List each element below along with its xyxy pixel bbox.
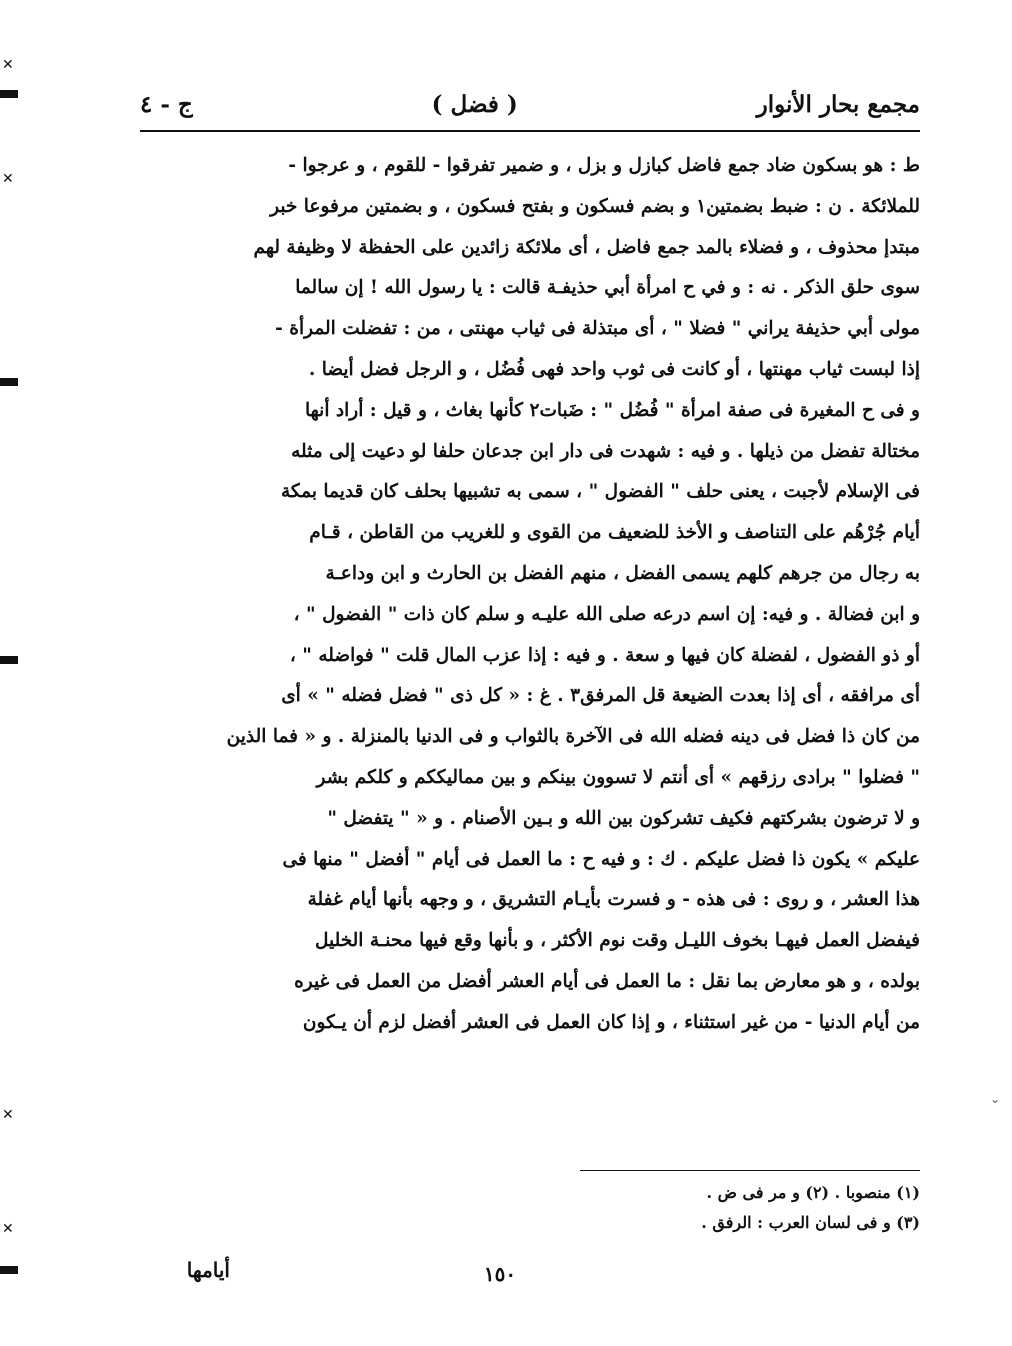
running-header xyxy=(140,84,920,124)
text-line: مولى أبي حذيفة يراني " فضلا " ، أى مبتذلة فى ثياب مهنتى ، من : تفضلت المرأة - xyxy=(275,318,920,340)
margin-mark: ✕ xyxy=(2,171,14,187)
catchword: أيامها xyxy=(186,1258,230,1282)
text-line: به رجال من جرهم كلهم يسمى الفضل ، منهم الفضل بن الحارث و ابن وداعـة xyxy=(325,562,920,584)
section-title: ( فضل ) xyxy=(431,90,518,118)
header-rule xyxy=(140,130,920,132)
text-line: من أيام الدنيا - من غير استثناء ، و إذا كان العمل فى العشر أفضل لزم أن يـكون xyxy=(302,1011,920,1033)
text-line: من كان ذا فضل فى دينه فضله الله فى الآخرة بالثواب و فى الدنيا بالمنزلة . و « فما الذين xyxy=(226,726,920,748)
text-line: هذا العشر ، و روى : فى هذه - و فسرت بأيـام التشريق ، و وجهه بأنها أيام غفلة xyxy=(307,889,920,911)
margin-mark xyxy=(0,90,18,98)
text-line: سوى حلق الذكر . نه : و في ح امرأة أبي حذيفـة قالت : يا رسول الله ! إن سالما xyxy=(295,277,920,299)
text-line: أو ذو الفضول ، لفضلة كان فيها و سعة . و فيه : إذا عزب المال قلت " فواضله " ، xyxy=(289,644,920,666)
margin-mark: ✕ xyxy=(2,1221,14,1237)
volume-label: ج - ٤ xyxy=(140,90,193,118)
text-line: و فى ح المغيرة فى صفة امرأة " فُضُل " : ضَبات٢ كأنها بغاث ، و قيل : أراد أنها xyxy=(305,399,920,421)
text-line: للملائكة . ن : ضبط بضمتين١ و بضم فسكون و بفتح فسكون ، و بضمتين مرفوعا خبر xyxy=(270,195,920,217)
margin-mark: ⌄ xyxy=(990,1092,1001,1106)
footnote: (١) منصوبا . (٢) و مر فى ض . xyxy=(706,1183,920,1202)
footnote-rule xyxy=(580,1170,920,1171)
margin-mark: ✕ xyxy=(2,57,14,73)
margin-mark xyxy=(0,656,18,664)
text-line: عليكم » يكون ذا فضل عليكم . ك : و فيه ح : ما العمل فى أيام " أفضل " منها فى xyxy=(282,848,920,870)
text-line: " فضلوا " برادى رزقهم » أى أنتم لا تسوون بينكم و بين مماليككم و كلكم بشر xyxy=(316,766,920,788)
text-line: و لا ترضون بشركتهم فكيف تشركون بين الله و بـين الأصنام . و « " يتفضل " xyxy=(327,807,920,829)
book-title: مجمع بحار الأنوار xyxy=(756,90,920,118)
footnotes xyxy=(420,1178,920,1238)
text-line: فى الإسلام لأجبت ، يعنى حلف " الفضول " ، سمى به تشبيها بحلف كان قديما بمكة xyxy=(281,481,920,503)
text-line: بولده ، و هو معارض بما نقل : ما العمل فى أيام العشر أفضل من العمل فى غيره xyxy=(294,970,920,992)
body-text xyxy=(140,146,920,1044)
text-line: فيفضل العمل فيهـا بخوف الليـل وقت نوم الأكثر ، و بأنها وقع فيها محنـة الخليل xyxy=(315,930,920,952)
text-line: أى مرافقه ، أى إذا بعدت الضيعة قل المرفق٣ . غ : « كل ذى " فضل فضله " » أى xyxy=(281,685,920,707)
text-line: إذا لبست ثياب مهنتها ، أو كانت فى ثوب واحد فهى فُضُل ، و الرجل فضل أيضا . xyxy=(308,358,920,380)
margin-mark: ✕ xyxy=(2,1107,14,1123)
text-line: أيام جُرْهُم على التناصف و الأخذ للضعيف من القوى و للغريب من القاطن ، قـام xyxy=(309,522,920,544)
text-line: مختالة تفضل من ذيلها . و فيه : شهدت فى دار ابن جدعان حلفا لو دعيت إلى مثله xyxy=(291,440,920,462)
text-line: مبتدإ محذوف ، و فضلاء بالمد جمع فاضل ، أى ملائكة زائدين على الحفظة لا وظيفة لهم xyxy=(253,236,920,258)
page-number: ١٥٠ xyxy=(483,1262,517,1286)
margin-mark xyxy=(0,1266,18,1274)
margin-mark xyxy=(0,378,18,386)
text-line: و ابن فضالة . و فيه: إن اسم درعه صلى الله عليـه و سلم كان ذات " الفضول " ، xyxy=(293,603,920,625)
text-line: ط : هو بسكون ضاد جمع فاضل كبازل و بزل ، و ضمير تفرقوا - للقوم ، و عرجوا - xyxy=(288,155,920,176)
footnote: (٣) و فى لسان العرب : الرفق . xyxy=(701,1213,920,1232)
